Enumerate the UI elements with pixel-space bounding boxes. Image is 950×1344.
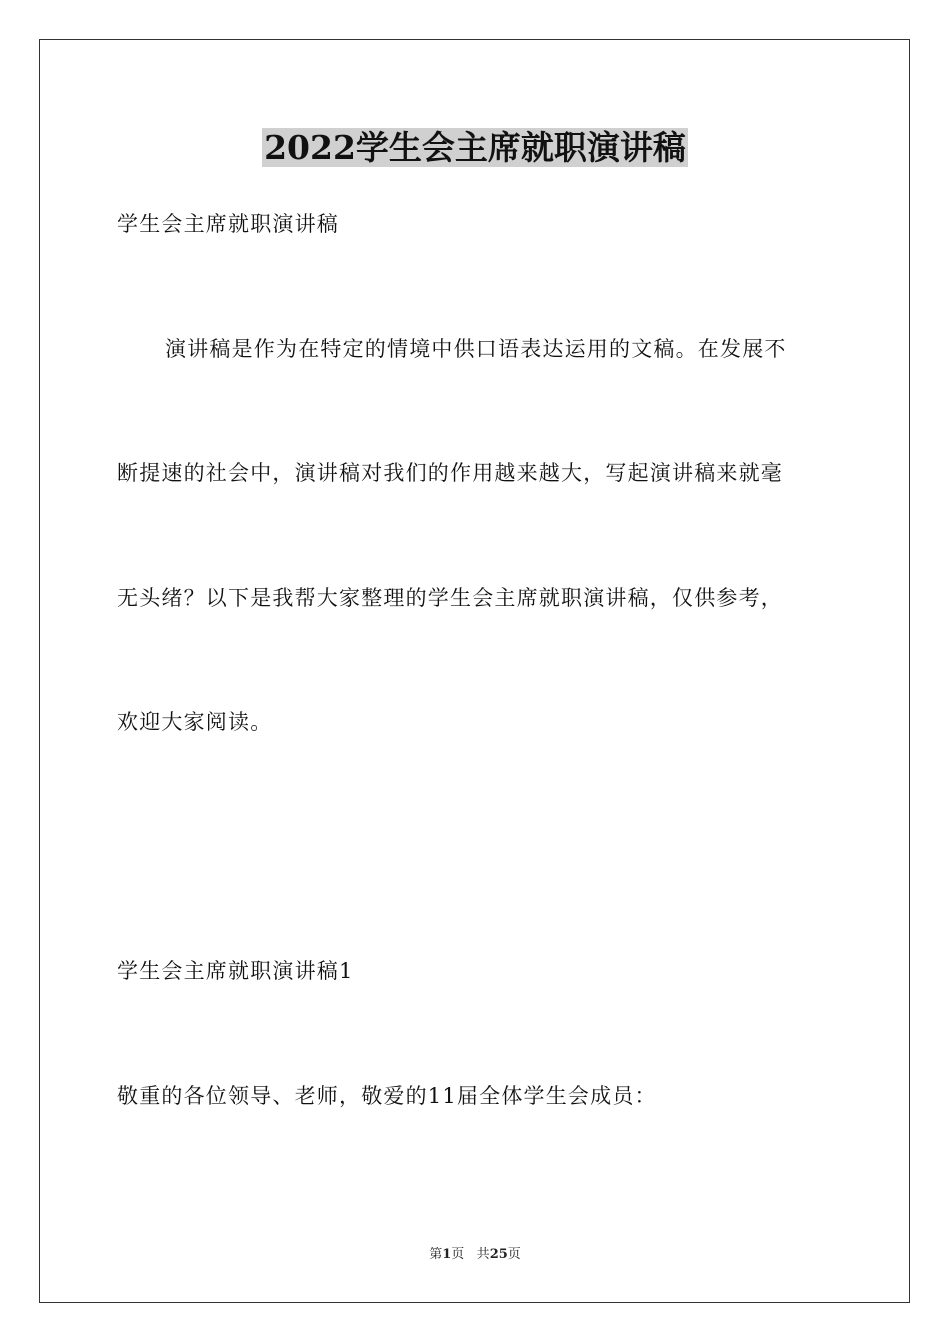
- footer-page-prefix: 第: [429, 1247, 443, 1262]
- footer-total-prefix: 共: [476, 1247, 490, 1262]
- footer-current-page: 1: [442, 1247, 452, 1262]
- intro-line-3: 无头绪？以下是我帮大家整理的学生会主席就职演讲稿，仅供参考，: [117, 586, 783, 610]
- document-title: [0, 126, 950, 170]
- section-heading: 学生会主席就职演讲稿1: [117, 959, 354, 983]
- page-footer: [0, 1246, 950, 1264]
- footer-page-suffix: 页: [451, 1247, 465, 1262]
- intro-line-2: 断提速的社会中，演讲稿对我们的作用越来越大，写起演讲稿来就毫: [117, 461, 783, 485]
- salutation: 敬重的各位领导、老师，敬爱的11届全体学生会成员：: [117, 1084, 657, 1108]
- intro-line-1: 演讲稿是作为在特定的情境中供口语表达运用的文稿。在发展不: [165, 337, 787, 361]
- footer-total-suffix: 页: [507, 1247, 521, 1262]
- intro-line-4: 欢迎大家阅读。: [117, 710, 273, 734]
- document-subtitle: 学生会主席就职演讲稿: [117, 212, 339, 236]
- document-title-text: 2022学生会主席就职演讲稿: [264, 128, 686, 167]
- footer-total-pages: 25: [489, 1247, 508, 1262]
